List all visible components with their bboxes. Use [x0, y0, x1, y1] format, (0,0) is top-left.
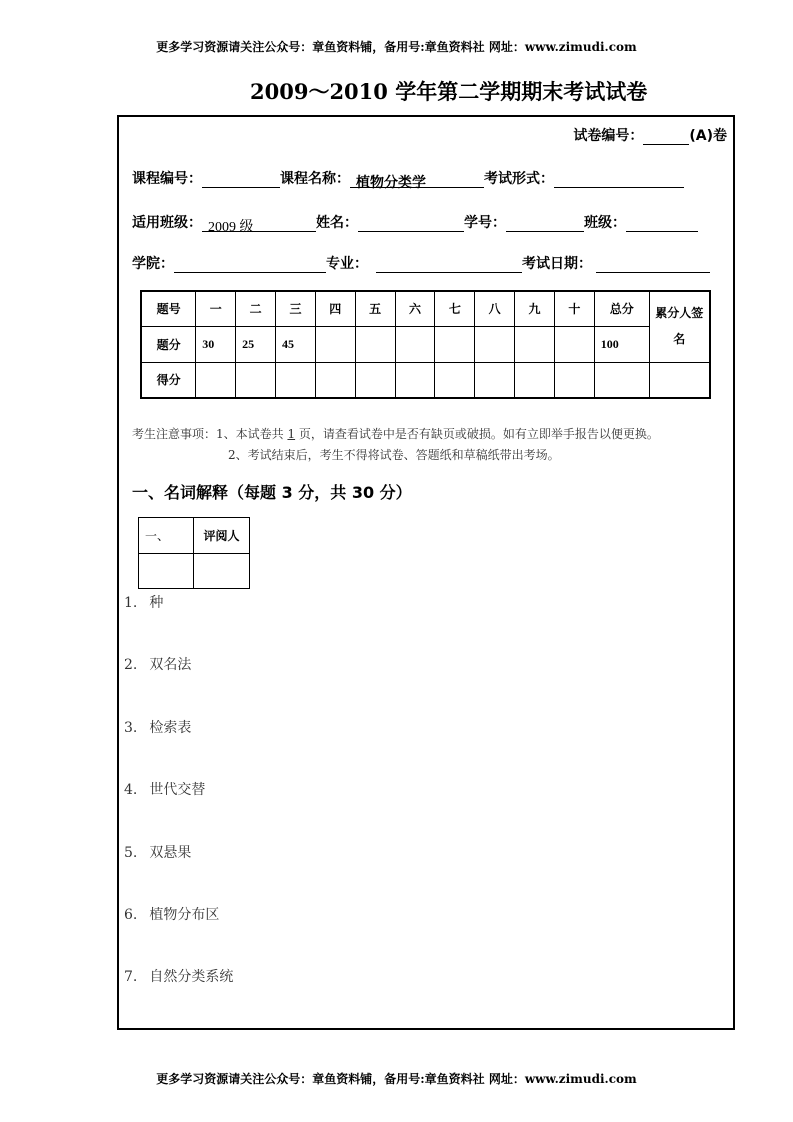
question-text: 双悬果	[149, 845, 192, 861]
question-item	[124, 592, 175, 612]
obtained-score-cell[interactable]	[435, 362, 475, 398]
obtained-score-cell[interactable]	[315, 362, 355, 398]
score-row-label: 题分	[141, 326, 196, 362]
student-row: 适用班级： 2009 级 姓名： 学号： 班级：	[132, 212, 698, 232]
score-value-cell: 25	[236, 326, 276, 362]
question-number: 5.	[124, 845, 138, 861]
reviewer-table: 一、 评阅人	[138, 517, 250, 589]
question-text: 植物分布区	[149, 907, 220, 923]
question-number: 1.	[124, 595, 138, 611]
section-score-cell[interactable]	[139, 554, 194, 589]
score-header-cell: 四	[315, 291, 355, 326]
course-no-field[interactable]	[202, 171, 280, 188]
score-header-cell: 七	[435, 291, 475, 326]
question-item	[124, 904, 231, 924]
question-item	[124, 966, 245, 986]
question-text: 世代交替	[149, 782, 206, 798]
score-value-cell	[515, 326, 555, 362]
score-value-cell: 100	[594, 326, 649, 362]
score-header-cell: 十	[554, 291, 594, 326]
paper-number-field[interactable]	[643, 128, 689, 145]
score-value-cell	[554, 326, 594, 362]
score-value-cell	[315, 326, 355, 362]
question-item	[124, 654, 203, 674]
question-text: 自然分类系统	[149, 969, 234, 985]
paper-number-row: 试卷编号： (A)卷	[573, 128, 727, 144]
score-header-cell: 六	[395, 291, 435, 326]
score-row-label: 得分	[141, 362, 196, 398]
score-header-cell: 题号	[141, 291, 196, 326]
obtained-score-cell[interactable]	[276, 362, 316, 398]
exam-form-field[interactable]	[554, 171, 684, 188]
question-text: 种	[149, 595, 164, 611]
notice-2: 2、考试结束后，考生不得将试卷、答题纸和草稿纸带出考场。	[228, 448, 560, 462]
obtained-score-cell[interactable]	[649, 362, 710, 398]
class-apply-field[interactable]: 2009 级	[202, 216, 316, 232]
score-value-cell	[355, 326, 395, 362]
question-item	[124, 717, 203, 737]
score-value-cell	[435, 326, 475, 362]
question-text: 检索表	[149, 720, 192, 736]
score-value-cell	[395, 326, 435, 362]
obtained-score-cell[interactable]	[515, 362, 555, 398]
question-item	[124, 842, 203, 862]
question-number: 3.	[124, 720, 138, 736]
question-number: 4.	[124, 782, 138, 798]
question-item	[124, 779, 217, 799]
class-field[interactable]	[626, 215, 698, 232]
reviewer-cell[interactable]	[194, 554, 250, 589]
obtained-score-cell[interactable]	[475, 362, 515, 398]
footer-banner: 更多学习资源请关注公众号：章鱼资料铺，备用号:章鱼资料社 网址：www.zimudi.com	[156, 1072, 637, 1086]
score-header-cell: 八	[475, 291, 515, 326]
obtained-score-cell[interactable]	[395, 362, 435, 398]
score-table	[140, 290, 711, 399]
course-name-field[interactable]: 植物分类学	[350, 172, 484, 188]
obtained-score-cell[interactable]	[196, 362, 236, 398]
score-header-cell: 一	[196, 291, 236, 326]
obtained-score-cell[interactable]	[554, 362, 594, 398]
obtained-score-cell[interactable]	[355, 362, 395, 398]
exam-date-field[interactable]	[596, 256, 710, 273]
obtained-score-cell[interactable]	[594, 362, 649, 398]
score-header-cell: 九	[515, 291, 555, 326]
obtained-score-cell[interactable]	[236, 362, 276, 398]
student-no-field[interactable]	[506, 215, 584, 232]
score-header-cell: 五	[355, 291, 395, 326]
question-text: 双名法	[149, 657, 192, 673]
college-field[interactable]	[174, 256, 326, 273]
college-row: 学院： 专业： 考试日期：	[132, 253, 710, 273]
score-header-cell: 三	[276, 291, 316, 326]
course-row: 课程编号： 课程名称： 植物分类学 考试形式：	[132, 168, 684, 188]
score-value-cell: 30	[196, 326, 236, 362]
header-banner: 更多学习资源请关注公众号：章鱼资料铺，备用号:章鱼资料社 网址：www.zimudi.com	[156, 40, 637, 54]
score-header-cell: 二	[236, 291, 276, 326]
question-number: 2.	[124, 657, 138, 673]
score-value-cell	[475, 326, 515, 362]
score-value-cell: 45	[276, 326, 316, 362]
score-header-cell: 总分	[594, 291, 649, 326]
page-title: 2009～2010 学年第二学期期末考试试卷	[250, 79, 648, 104]
score-header-cell: 累分人签名	[649, 291, 710, 362]
name-field[interactable]	[358, 215, 464, 232]
notice-1: 考生注意事项：1、本试卷共 1 页，请查看试卷中是否有缺页或破损。如有立即举手报告以便更换。	[132, 427, 659, 441]
major-field[interactable]	[376, 256, 522, 273]
section-heading: 一、名词解释（每题 3 分，共 30 分）	[132, 483, 412, 502]
question-number: 6.	[124, 907, 138, 923]
question-number: 7.	[124, 969, 138, 985]
